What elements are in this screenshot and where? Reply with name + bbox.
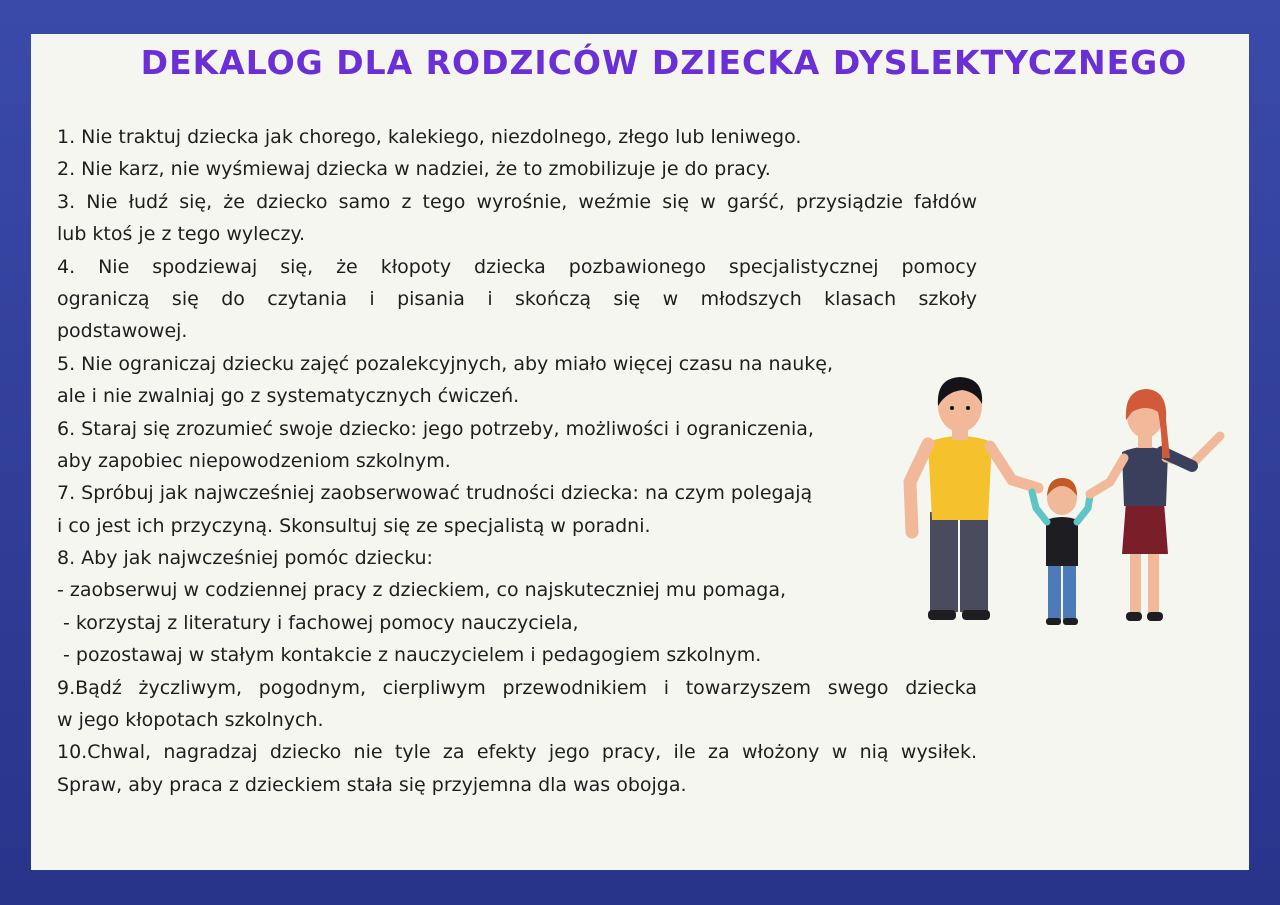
text-line: podstawowej. [57,320,188,343]
text-line: ale i nie zwalniaj go z systematycznych ćwiczeń. [57,385,520,408]
text-line: aby zapobiec niepowodzeniom szkolnym. [57,449,451,472]
text-line: - pozostawaj w stałym kontakcie z nauczycielem i pedagogiem szkolnym. [57,644,762,667]
mother-figure [1090,389,1220,621]
text-line: 2. Nie karz, nie wyśmiewaj dziecka w nadziei, że to zmobilizuje je do pracy. [57,158,771,181]
text-line: 7. Spróbuj jak najwcześniej zaobserwować trudności dziecka: na czym polegają [57,482,813,505]
text-line: 6. Staraj się zrozumieć swoje dziecko: jego potrzeby, możliwości i ograniczenia, [57,417,814,440]
father-figure [910,377,1038,620]
text-line: w jego kłopotach szkolnych. [57,709,324,732]
text-line: Spraw, aby praca z dzieckiem stała się przyjemna dla was obojga. [57,773,687,796]
text-line: 5. Nie ograniczaj dziecku zajęć pozalekcyjnych, aby miało więcej czasu na naukę, [57,352,834,375]
decalogue-text [57,121,977,801]
text-line: 9.Bądź życzliwym, pogodnym, cierpliwym przewodnikiem i towarzyszem swego dziecka [57,676,977,699]
page-title: DEKALOG DLA RODZICÓW DZIECKA DYSLEKTYCZNEGO [140,43,1188,82]
text-line: 4. Nie spodziewaj się, że kłopoty dziecka pozbawionego specjalistycznej pomocy [57,255,977,278]
text-line: 10.Chwal, nagradzaj dziecko nie tyle za efekty jego pracy, ile za włożony w nią wysiłek. [57,741,977,764]
family-illustration [900,372,1230,632]
child-figure [1032,478,1090,625]
text-line: 1. Nie traktuj dziecka jak chorego, kalekiego, niezdolnego, złego lub leniwego. [57,126,802,148]
text-line: - korzystaj z literatury i fachowej pomocy nauczyciela, [57,611,579,634]
text-line: ograniczą się do czytania i pisania i skończą się w młodszych klasach szkoły [57,287,977,310]
text-line: - zaobserwuj w codziennej pracy z dzieckiem, co najskuteczniej mu pomaga, [57,579,786,602]
text-line: i co jest ich przyczyną. Skonsultuj się ze specjalistą w poradni. [57,514,651,537]
text-line: 3. Nie łudź się, że dziecko samo z tego wyrośnie, weźmie się w garść, przysiądzie fałdów [57,190,977,213]
text-line: 8. Aby jak najwcześniej pomóc dziecku: [57,547,433,570]
text-line: lub ktoś je z tego wyleczy. [57,223,306,246]
